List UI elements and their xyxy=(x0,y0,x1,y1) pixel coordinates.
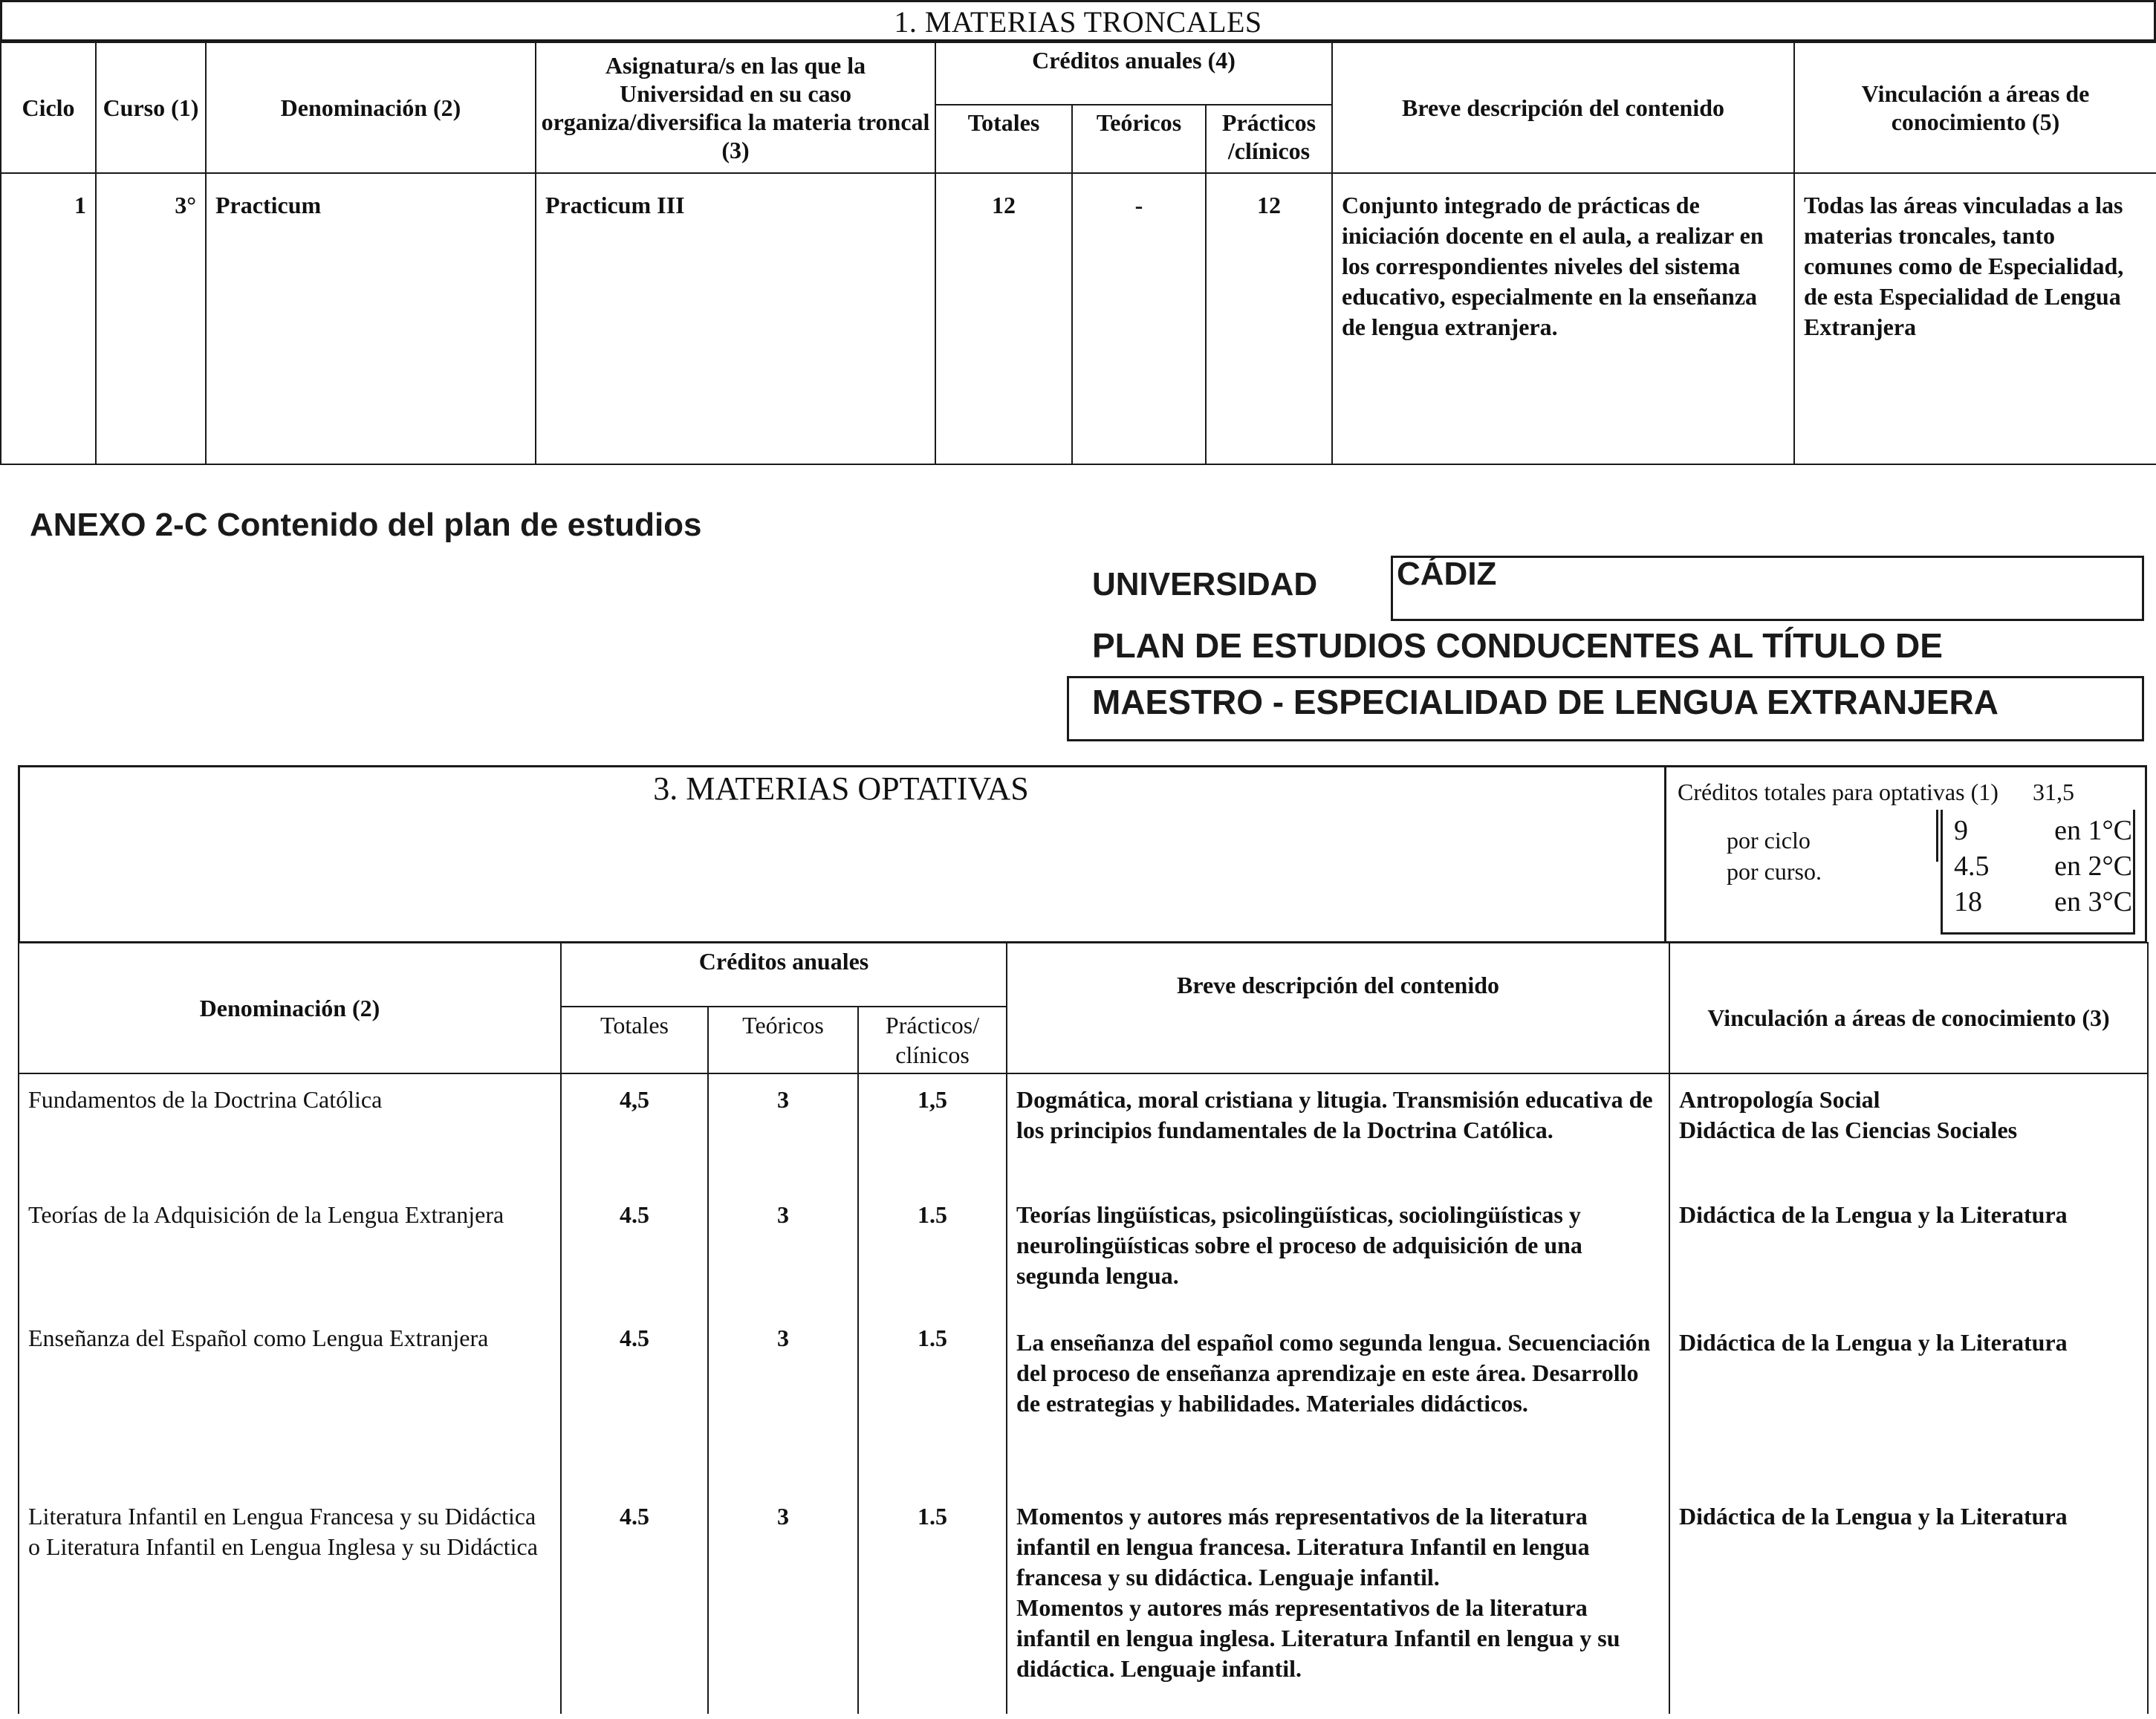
cell-teoricos: 3 xyxy=(708,1497,858,1714)
header-creditos-anuales: Créditos anuales (4) xyxy=(935,42,1332,105)
titulo-value: MAESTRO - ESPECIALIDAD DE LENGUA EXTRANJERA xyxy=(1092,683,1998,721)
cell-denominacion: Practicum xyxy=(206,173,536,464)
universidad-value: CÁDIZ xyxy=(1397,556,1497,592)
header-asignatura: Asignatura/s en las que la Universidad en su caso organiza/diversifica la materia troncal (3) xyxy=(536,42,935,173)
materias-troncales-table xyxy=(0,42,2156,465)
curso-label: en 2°C xyxy=(2054,851,2132,882)
materias-troncales-title: 1. MATERIAS TRONCALES xyxy=(0,0,2156,42)
cell-practicos: 1.5 xyxy=(858,1195,1007,1319)
table-row xyxy=(19,1073,2148,1195)
header-totales: Totales xyxy=(561,1007,708,1073)
list-item xyxy=(1954,848,2132,884)
cell-denominacion: Teorías de la Adquisición de la Lengua Extranjera xyxy=(19,1195,561,1319)
cell-denominacion: Literatura Infantil en Lengua Francesa y su Didáctica o Literatura Infantil en Lengua Inglesa y su Didáctica xyxy=(19,1497,561,1714)
cell-denominacion: Enseñanza del Español como Lengua Extranjera xyxy=(19,1319,561,1497)
header-vinculacion: Vinculación a áreas de conocimiento (5) xyxy=(1794,42,2156,173)
cell-totales: 4.5 xyxy=(561,1195,708,1319)
anexo-title: ANEXO 2-C Contenido del plan de estudios xyxy=(30,507,702,543)
materias-optativas-table xyxy=(18,942,2149,1714)
cell-vinculacion: Antropología Social Didáctica de las Ciencias Sociales xyxy=(1669,1073,2148,1195)
por-ciclo-curso-labels xyxy=(1727,825,1822,887)
creditos-por-curso-list xyxy=(1954,813,2132,920)
creditos-totales-value: 31,5 xyxy=(2033,779,2074,805)
cell-teoricos: 3 xyxy=(708,1195,858,1319)
table-row xyxy=(19,1497,2148,1714)
por-curso-label: por curso. xyxy=(1727,858,1822,885)
table-row xyxy=(1,173,2156,464)
cell-totales: 4.5 xyxy=(561,1319,708,1497)
cell-totales: 4,5 xyxy=(561,1073,708,1195)
cell-curso: 3° xyxy=(96,173,206,464)
header-practicos: Prácticos/ clínicos xyxy=(858,1007,1007,1073)
header-teoricos: Teóricos xyxy=(1072,105,1206,173)
table-row xyxy=(19,1195,2148,1319)
cell-descripcion: Momentos y autores más representativos de la literatura infantil en lengua francesa. Literatura Infantil en lengua francesa y su didáctica. Lenguaje infantil. Momentos y autores más representativos de la literatura infantil en lengua inglesa. Literatura Infantil en lengua y su didáctica. Lenguaje infantil. xyxy=(1007,1497,1669,1714)
cell-ciclo: 1 xyxy=(1,173,96,464)
header-denominacion: Denominación (2) xyxy=(19,943,561,1073)
creditos-box-left-line xyxy=(1936,810,1938,862)
header-divider xyxy=(1664,765,1666,943)
creditos-value: 4.5 xyxy=(1954,851,1990,882)
header-denominacion: Denominación (2) xyxy=(206,42,536,173)
cell-teoricos: - xyxy=(1072,173,1206,464)
universidad-box xyxy=(1391,556,2144,621)
cell-asignatura: Practicum III xyxy=(536,173,935,464)
table-row xyxy=(19,1319,2148,1497)
cell-denominacion: Fundamentos de la Doctrina Católica xyxy=(19,1073,561,1195)
cell-practicos: 1.5 xyxy=(858,1497,1007,1714)
universidad-label: UNIVERSIDAD xyxy=(1092,566,1318,602)
cell-vinculacion: Todas las áreas vinculadas a las materias troncales, tanto comunes como de Especialidad, de esta Especialidad de Lengua Extranjera xyxy=(1794,173,2156,464)
header-ciclo: Ciclo xyxy=(1,42,96,173)
curso-label: en 3°C xyxy=(2054,886,2132,917)
header-descripcion: Breve descripción del contenido xyxy=(1332,42,1794,173)
header-totales: Totales xyxy=(935,105,1072,173)
cell-practicos: 1.5 xyxy=(858,1319,1007,1497)
cell-descripcion: Dogmática, moral cristiana y litugia. Transmisión educativa de los principios fundamentales de la Doctrina Católica. xyxy=(1007,1073,1669,1195)
header-descripcion: Breve descripción del contenido xyxy=(1007,943,1669,1073)
header-vinculacion: Vinculación a áreas de conocimiento (3) xyxy=(1669,943,2148,1073)
por-ciclo-label: por ciclo xyxy=(1727,827,1811,854)
cell-vinculacion: Didáctica de la Lengua y la Literatura xyxy=(1669,1497,2148,1714)
header-practicos: Prácticos /clínicos xyxy=(1206,105,1332,173)
cell-vinculacion: Didáctica de la Lengua y la Literatura xyxy=(1669,1195,2148,1319)
header-teoricos: Teóricos xyxy=(708,1007,858,1073)
cell-descripcion: La enseñanza del español como segunda lengua. Secuenciación del proceso de enseñanza aprendizaje en este área. Desarrollo de estrategias y habilidades. Materiales didácticos. xyxy=(1007,1319,1669,1497)
cell-practicos: 1,5 xyxy=(858,1073,1007,1195)
materias-optativas-title: 3. MATERIAS OPTATIVAS xyxy=(653,770,1029,807)
cell-vinculacion: Didáctica de la Lengua y la Literatura xyxy=(1669,1319,2148,1497)
cell-descripcion: Conjunto integrado de prácticas de iniciación docente en el aula, a realizar en los correspondientes niveles del sistema educativo, especialmente en la enseñanza de lengua extranjera. xyxy=(1332,173,1794,464)
list-item xyxy=(1954,813,2132,848)
cell-totales: 12 xyxy=(935,173,1072,464)
cell-totales: 4.5 xyxy=(561,1497,708,1714)
plan-estudios-heading: PLAN DE ESTUDIOS CONDUCENTES AL TÍTULO DE xyxy=(1092,626,1943,665)
list-item xyxy=(1954,884,2132,920)
curso-label: en 1°C xyxy=(2054,815,2132,846)
cell-descripcion: Teorías lingüísticas, psicolingüísticas, sociolingüísticas y neurolingüísticas sobre el proceso de adquisición de una segunda lengua. xyxy=(1007,1195,1669,1319)
cell-practicos: 12 xyxy=(1206,173,1332,464)
cell-teoricos: 3 xyxy=(708,1319,858,1497)
header-creditos-anuales: Créditos anuales xyxy=(561,943,1007,1007)
header-curso: Curso (1) xyxy=(96,42,206,173)
creditos-value: 9 xyxy=(1954,815,1968,846)
creditos-value: 18 xyxy=(1954,886,1982,917)
cell-teoricos: 3 xyxy=(708,1073,858,1195)
creditos-totales-label: Créditos totales para optativas (1) xyxy=(1678,779,1998,805)
